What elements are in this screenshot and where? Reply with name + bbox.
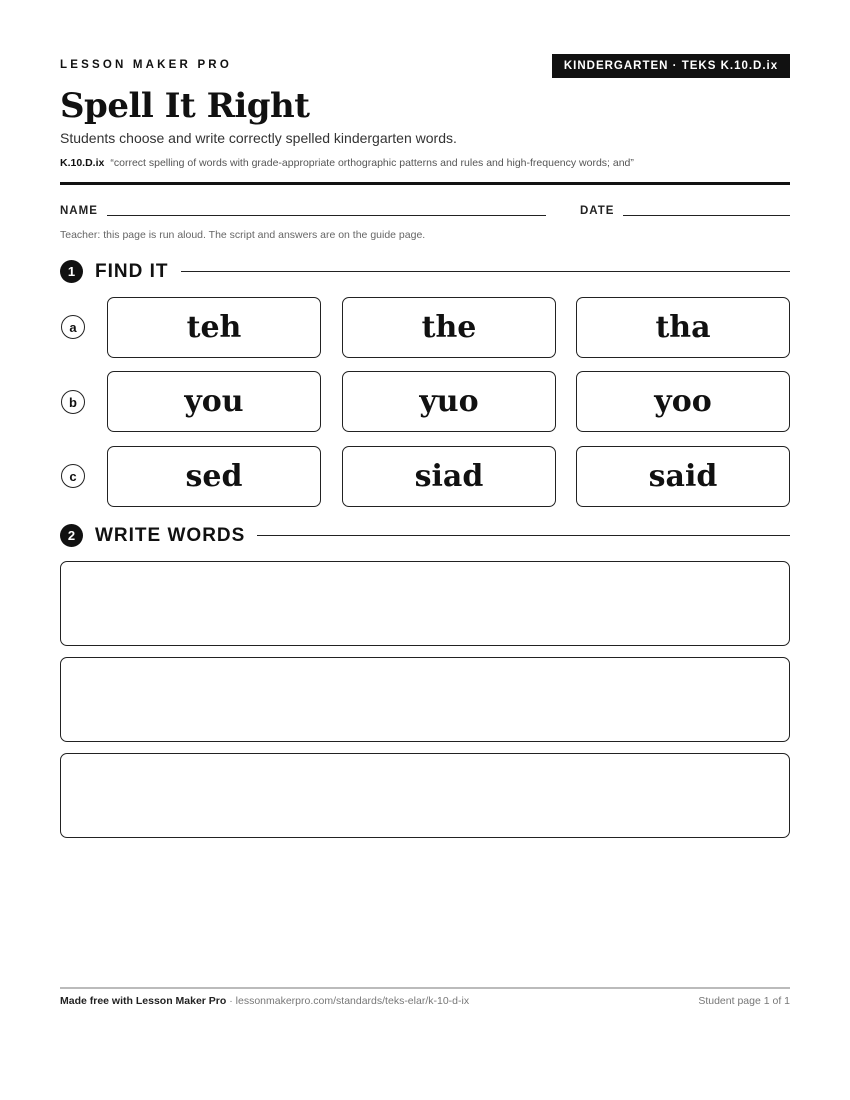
header-divider xyxy=(60,182,790,185)
word-choice[interactable]: you xyxy=(107,371,321,432)
row-letter-b: b xyxy=(61,390,85,414)
writing-box-3[interactable] xyxy=(60,753,790,838)
name-label: NAME xyxy=(60,205,98,217)
section-number-badge: 1 xyxy=(60,260,83,283)
footer-separator: · xyxy=(226,995,236,1007)
word-choice[interactable]: yoo xyxy=(576,371,790,432)
word-choice[interactable]: the xyxy=(342,297,556,358)
section-write-words-header xyxy=(60,524,790,547)
section-rule xyxy=(257,535,790,536)
brand-name: LESSON MAKER PRO xyxy=(60,59,232,71)
section-title: FIND IT xyxy=(95,260,169,282)
word-choice[interactable]: siad xyxy=(342,446,556,507)
teacher-note: Teacher: this page is run aloud. The script and answers are on the guide page. xyxy=(60,229,426,241)
footer-page-number: Student page 1 of 1 xyxy=(698,995,790,1007)
word-choice[interactable]: tha xyxy=(576,297,790,358)
word-choice[interactable]: sed xyxy=(107,446,321,507)
page-subtitle: Students choose and write correctly spelled kindergarten words. xyxy=(60,130,457,146)
footer-credit xyxy=(60,995,469,1007)
date-label: DATE xyxy=(580,205,615,217)
name-field[interactable] xyxy=(107,215,546,216)
word-choice[interactable]: said xyxy=(576,446,790,507)
standard-text: “correct spelling of words with grade-appropriate orthographic patterns and rules and high-frequency words; and” xyxy=(110,157,634,169)
word-choice[interactable]: teh xyxy=(107,297,321,358)
section-number-badge: 2 xyxy=(60,524,83,547)
footer-made-with: Made free with Lesson Maker Pro xyxy=(60,995,227,1007)
grade-standard-badge: KINDERGARTEN · TEKS K.10.D.ix xyxy=(552,54,790,78)
date-field[interactable] xyxy=(623,215,790,216)
standard-line xyxy=(60,157,634,169)
word-choice[interactable]: yuo xyxy=(342,371,556,432)
section-rule xyxy=(181,271,791,272)
footer-divider xyxy=(60,987,790,989)
row-letter-a: a xyxy=(61,315,85,339)
standard-code: K.10.D.ix xyxy=(60,157,105,169)
page-title: Spell It Right xyxy=(60,86,310,126)
writing-box-2[interactable] xyxy=(60,657,790,742)
section-title: WRITE WORDS xyxy=(95,524,246,546)
section-find-it-header xyxy=(60,260,790,283)
footer-url[interactable]: lessonmakerpro.com/standards/teks-elar/k-10-d-ix xyxy=(235,995,470,1007)
row-letter-c: c xyxy=(61,464,85,488)
writing-box-1[interactable] xyxy=(60,561,790,646)
